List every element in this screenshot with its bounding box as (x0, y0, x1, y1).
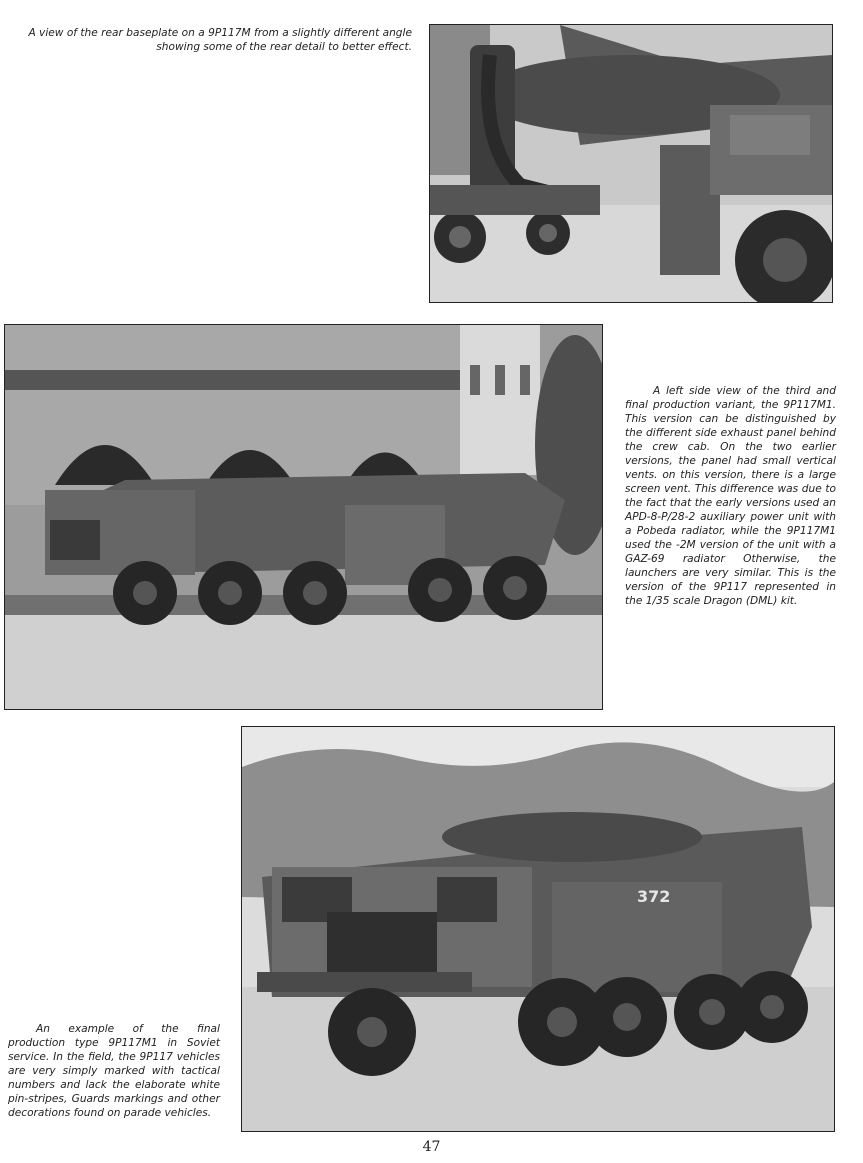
caption-rear-baseplate: A view of the rear baseplate on a 9P117M from a slightly different angle showing some of the rear detail to better effect. (28, 27, 412, 53)
rear-baseplate-illustration (430, 25, 832, 302)
caption-left-side-view: A left side view of the third and final production variant, the 9P117M1. This version can be distinguished by the different side exhaust panel behind the crew cab. On the two earlier versions, the panel had small vertical vents. on this version, there is a large screen vent. This difference was due to the fact that the early versions used an APD-8-P/28-2 auxiliary power unit with a Pobeda radiator, while the 9P117M1 used the -2M version of the unit with a GAZ-69 radiator Otherwise, the launchers are very similar. This is the version of the 9P117 represented in the 1/35 scale Dragon (DML) kit. (625, 385, 836, 607)
photo-field-service (241, 726, 835, 1132)
photo-rear-baseplate (429, 24, 833, 303)
left-side-view-illustration (5, 325, 602, 709)
caption-field-service: An example of the final production type 9P117M1 in Soviet service. In the field, the 9P117 vehicles are very simply marked with tactical numbers and lack the elaborate white pin-stripes, Guards markings and other decorations found on parade vehicles. (8, 1023, 220, 1119)
vehicle-tactical-number: 372 (637, 887, 671, 906)
page-number: 47 (422, 1139, 441, 1155)
photo-left-side-view (4, 324, 603, 710)
field-service-illustration (242, 727, 834, 1131)
